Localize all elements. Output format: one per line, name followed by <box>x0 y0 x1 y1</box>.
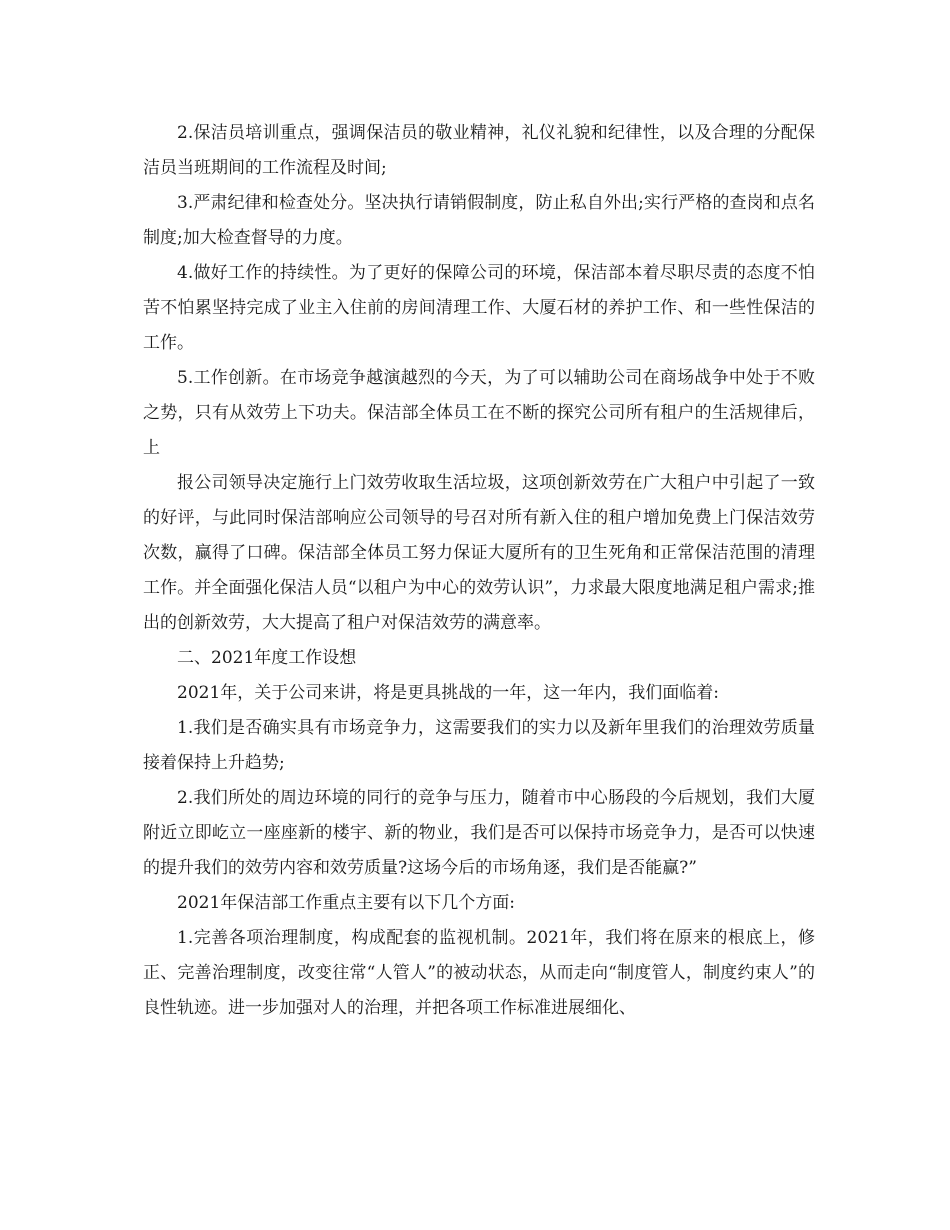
paragraph-continuity: 4.做好工作的持续性。为了更好的保障公司的环境，保洁部本着尽职尽责的态度不怕苦不怕累坚持完成了业主入住前的房间清理工作、大厦石材的养护工作、和一些性保洁的工作。 <box>143 263 815 353</box>
section-heading-2021-plan: 二、2021年度工作设想 <box>177 648 357 668</box>
paragraph-2021-intro: 2021年，关于公司来讲，将是更具挑战的一年，这一年内，我们面临着: <box>177 683 719 703</box>
paragraph-discipline: 3.严肃纪律和检查处分。坚决执行请销假制度，防止私自外出;实行严格的查岗和点名制度;加大检查督导的力度。 <box>143 193 815 248</box>
paragraph-challenge-2: 2.我们所处的周边环境的同行的竞争与压力，随着市中心肠段的今后规划，我们大厦附近立即屹立一座座新的楼宇、新的物业，我们是否可以保持市场竞争力，是否可以快速的提升我们的效劳内容和效劳质量?这场今后的市场角逐，我们是否能赢?” <box>143 788 815 878</box>
document-body <box>143 116 815 1026</box>
paragraph-focus-1: 1.完善各项治理制度，构成配套的监视机制。2021年，我们将在原来的根底上，修正、完善治理制度，改变往常“人管人”的被动状态，从而走向“制度管人，制度约束人”的良性轨迹。进一步加强对人的治理，并把各项工作标准进展细化、 <box>143 928 815 1018</box>
paragraph-challenge-1: 1.我们是否确实具有市场竞争力，这需要我们的实力以及新年里我们的治理效劳质量接着保持上升趋势; <box>143 718 815 773</box>
paragraph-innovation-continued: 报公司领导决定施行上门效劳收取生活垃圾，这项创新效劳在广大租户中引起了一致的好评，与此同时保洁部响应公司领导的号召对所有新入住的租户增加免费上门保洁效劳次数，赢得了口碑。保洁部全体员工努力保证大厦所有的卫生死角和正常保洁范围的清理工作。并全面强化保洁人员“以租户为中心的效劳认识”，力求最大限度地满足租户需求;推出的创新效劳，大大提高了租户对保洁效劳的满意率。 <box>143 473 815 633</box>
paragraph-innovation: 5.工作创新。在市场竞争越演越烈的今天，为了可以辅助公司在商场战争中处于不败之势，只有从效劳上下功夫。保洁部全体员工在不断的探究公司所有租户的生活规律后，上 <box>143 368 815 458</box>
paragraph-2021-focus-intro: 2021年保洁部工作重点主要有以下几个方面: <box>177 893 515 913</box>
paragraph-training-focus: 2.保洁员培训重点，强调保洁员的敬业精神，礼仪礼貌和纪律性，以及合理的分配保洁员当班期间的工作流程及时间; <box>143 123 815 178</box>
